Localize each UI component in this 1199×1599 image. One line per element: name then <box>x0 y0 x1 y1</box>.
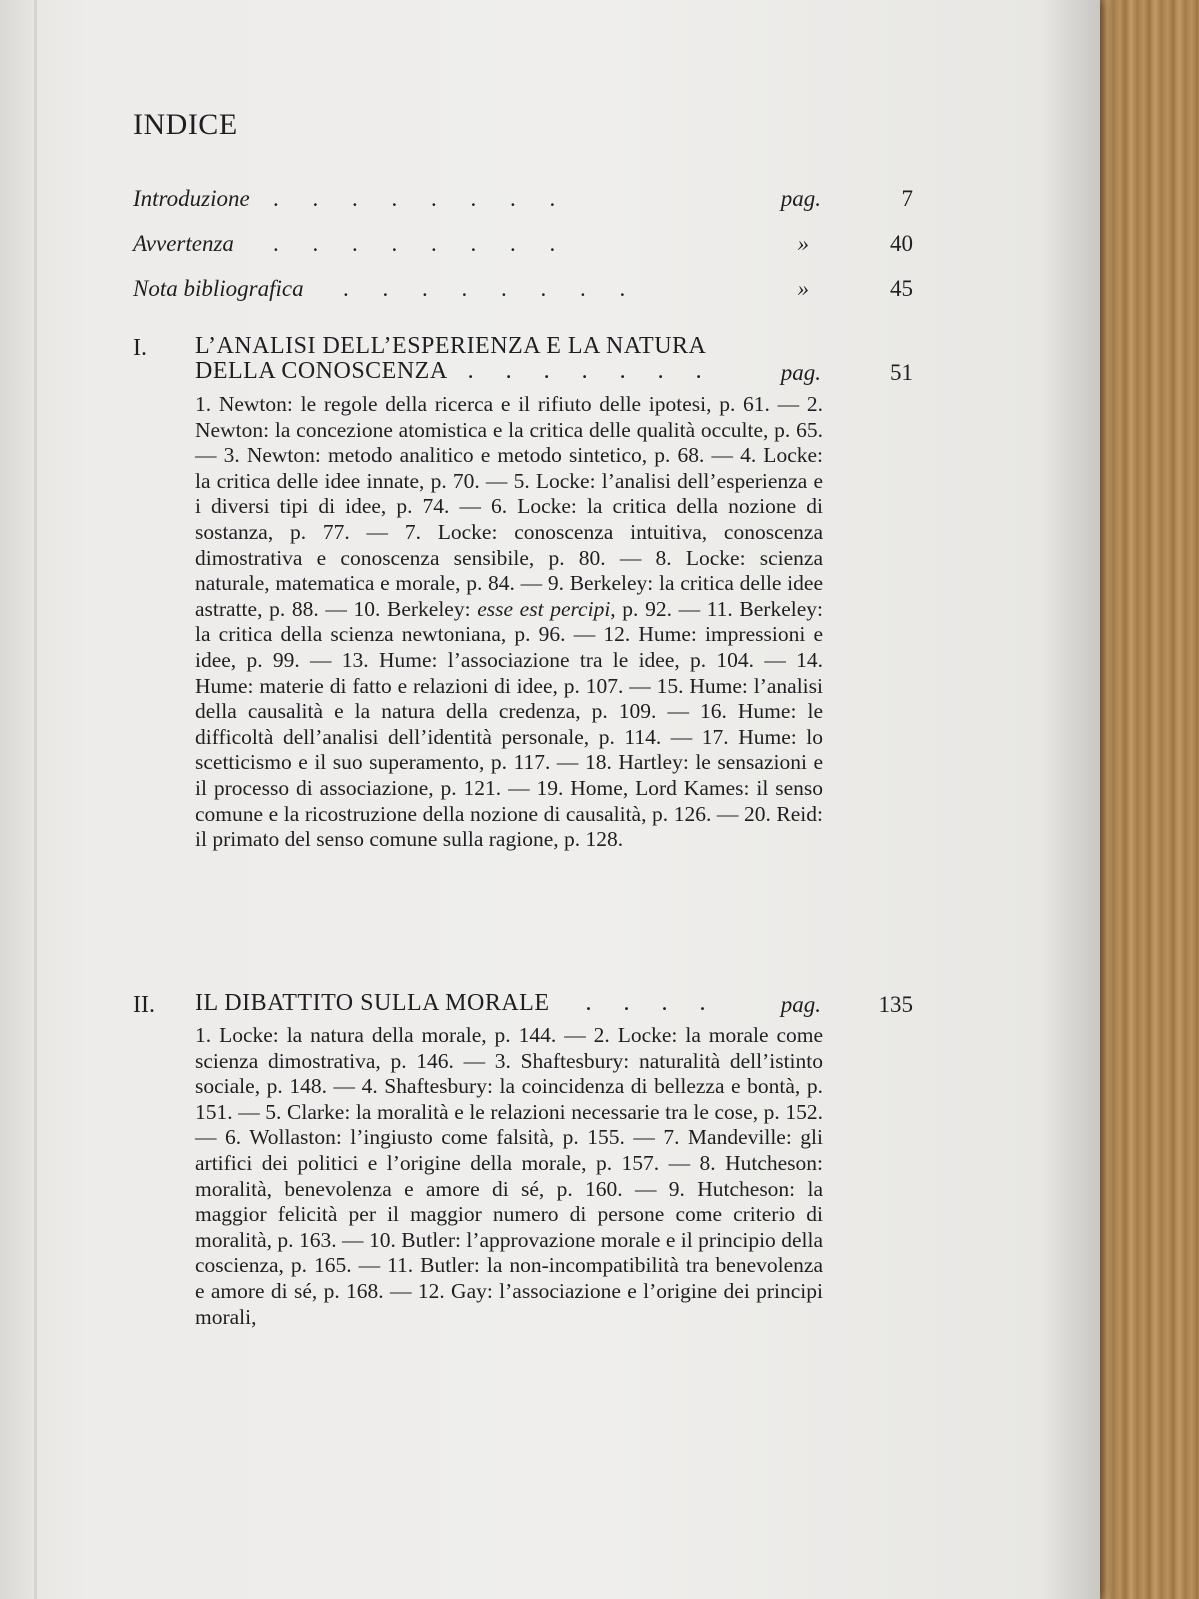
pag-abbrev: pag. <box>780 186 821 211</box>
wooden-table-background <box>1090 0 1199 1599</box>
ditto-mark: » <box>797 276 809 301</box>
chapter-section-list <box>195 392 823 853</box>
toc-page-number: 51 <box>890 360 913 385</box>
section-text: 1. Newton: le regole della ricerca e il rifiuto delle ipotesi, p. 61. — 2. Newton: la concezione atomistica e la critica delle qualità occulte, p. 65. — 3. Newton: metodo analitico e metodo sintetico, p. 68. — 4. Locke: la critica delle idee innate, p. 70. — 5. Locke: l’analisi dell’esperienza e i diversi tipi di idee, p. 74. — 6. Locke: la critica della nozione di sostanza, p. 77. — 7. Locke: conoscenza intuitiva, conoscenza dimostrativa e conoscenza sensibile, p. 80. — 8. Locke: scienza naturale, matematica e morale, p. 84. — 9. Berkeley: la critica delle idee astratte, p. 88. — 10. Berkeley: <box>195 392 823 621</box>
leader-dots: . . . . . . . . <box>273 231 570 256</box>
toc-entry-label: Avvertenza <box>133 231 234 256</box>
toc-entry-label: Nota bibliografica <box>133 276 304 301</box>
leader-dots: . . . . <box>585 990 719 1016</box>
leader-dots: . . . . . . . <box>467 358 715 384</box>
pag-abbrev: pag. <box>780 360 821 385</box>
section-text: , p. 92. — 11. Berkeley: la critica della scienza newtoniana, p. 96. — 12. Hume: impressioni e idee, p. 99. — 13. Hume: l’associazione tra le idee, p. 104. — 14. Hume: materie di fatto e relazioni di idee, p. 107. — 15. Hume: l’analisi della causalità e la natura della credenza, p. 109. — 16. Hume: le difficoltà dell’analisi dell’identità personale, p. 114. — 17. Hume: lo scetticismo e il suo superamento, p. 117. — 18. Hartley: le sensazioni e il processo di associazione, p. 121. — 19. Home, Lord Kames: il senso comune e la ricostruzione della nozione di causalità, p. 126. — 20. Reid: il primato del senso comune sulla ragione, p. 128. <box>195 596 823 852</box>
chapter-title-line: L’ANALISI DELL’ESPERIENZA E LA NATURA <box>195 333 707 359</box>
chapter-number: I. <box>133 335 147 361</box>
leader-dots: . . . . . . . . <box>343 276 640 301</box>
toc-entry-introduzione <box>133 186 913 216</box>
chapter-title-line: IL DIBATTITO SULLA MORALE <box>195 990 550 1016</box>
toc-entry-avvertenza <box>133 231 913 261</box>
chapter-number: II. <box>133 992 155 1018</box>
section-italic-text: esse est percipi <box>477 596 611 621</box>
chapter-section-list <box>195 1023 823 1330</box>
toc-entry-label: Introduzione <box>133 186 250 211</box>
page-title: INDICE <box>133 108 238 141</box>
toc-page-number: 7 <box>901 186 913 211</box>
chapter-title-line: DELLA CONOSCENZA <box>195 358 448 384</box>
toc-page-number: 135 <box>878 992 913 1017</box>
toc-entry-nota-bibliografica <box>133 276 913 306</box>
leader-dots: . . . . . . . . <box>273 186 570 211</box>
pag-abbrev: pag. <box>780 992 821 1017</box>
section-text: 1. Locke: la natura della morale, p. 144. — 2. Locke: la morale come scienza dimostrativa, p. 146. — 3. Shaftesbury: naturalità dell’istinto sociale, p. 148. — 4. Shaftesbury: la coincidenza di bellezza e bontà, p. 151. — 5. Clarke: la moralità e le relazioni necessarie tra le cose, p. 152. — 6. Wollaston: l’ingiusto come falsità, p. 155. — 7. Mandeville: gli artifici dei politici e l’origine della morale, p. 157. — 8. Hutcheson: moralità, benevolenza e amore di sé, p. 160. — 9. Hutcheson: la maggior felicità per il maggior numero di persone come criterio di moralità, p. 163. — 10. Butler: l’approvazione morale e il principio della coscienza, p. 165. — 11. Butler: la non-incompatibilità tra benevolenza e amore di sé, p. 168. — 12. Gay: l’associazione e l’origine dei principi morali, <box>195 1023 823 1329</box>
toc-page-number: 45 <box>890 276 913 301</box>
page-gutter <box>34 0 37 1599</box>
toc-page-number: 40 <box>890 231 913 256</box>
ditto-mark: » <box>797 231 809 256</box>
